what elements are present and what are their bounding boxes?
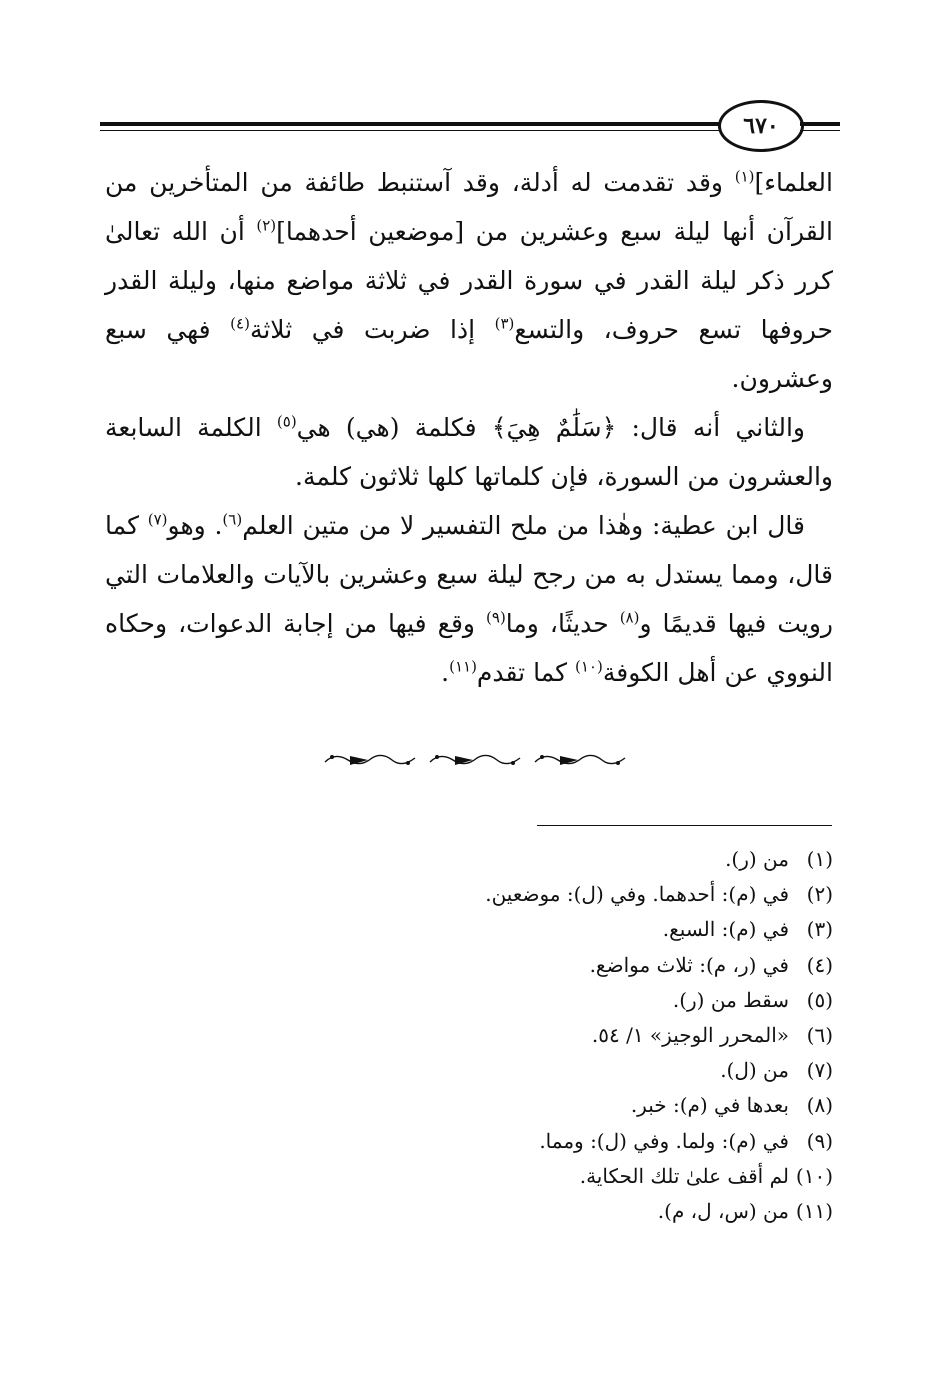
paragraph: قال ابن عطية: وهٰذا من ملح التفسير لا من متين العلم$^{(٦)}$. وهو$^{(٧)}$ كما قال، ومما يستدل به من رجح ليلة سبع وعشرين بالآيات والعلامات التي رويت فيها قديمًا و$^{(٨)}$ حديثًا، وما$^{(٩)}$ وقع فيها من إجابة الدعوات، وحكاه النووي عن أهل الكوفة$^{(١٠)}$ كما تقدم$^{(١١)}$. <box>105 510 833 687</box>
footnote <box>300 877 833 912</box>
paragraph: والثاني أنه قال: ﴿سَلَٰمٌ هِيَ﴾ فكلمة (هي) هي$^{(٥)}$ الكلمة السابعة والعشرون من السورة، فإن كلماتها كلها ثلاثون كلمة. <box>105 412 833 491</box>
footnote-number: (٩) <box>806 1128 833 1153</box>
footnote-text: لم أقف علىٰ تلك الحكاية. <box>579 1163 789 1188</box>
footnote <box>300 1194 833 1229</box>
footnote <box>300 1053 833 1088</box>
footnote-number: (٥) <box>806 987 833 1012</box>
header-rule-thin <box>100 130 720 131</box>
footnote-text: من (ر). <box>725 847 789 871</box>
footnote <box>300 912 833 947</box>
footnote <box>300 948 833 983</box>
header-rule-thin-right <box>800 130 840 131</box>
header-rule-thick <box>100 122 720 126</box>
footnote-number: (١) <box>806 847 833 871</box>
footnote <box>300 1159 833 1194</box>
page-number: ٦٧٠ <box>718 100 804 152</box>
footnote-text: في (م): ولما. وفي (ل): ومما. <box>539 1128 789 1153</box>
footnote-number: (٧) <box>806 1058 833 1083</box>
main-text <box>105 158 833 697</box>
footnote-number: (٦) <box>806 1023 833 1048</box>
footnote-separator <box>537 825 832 826</box>
footnote <box>300 842 833 877</box>
footnote-text: من (ل). <box>720 1058 789 1083</box>
footnote-text: في (ر، م): ثلاث مواضع. <box>589 952 789 977</box>
footnote-number: (٢) <box>806 882 833 907</box>
footnote-number: (١١) <box>795 1199 833 1224</box>
footnote <box>300 983 833 1018</box>
footnote-text: من (س، ل، م). <box>657 1199 789 1224</box>
paragraph: العلماء]$^{(١)}$ وقد تقدمت له أدلة، وقد آستنبط طائفة من المتأخرين من القرآن أنها ليلة سبع وعشرين من [موضعين أحدهما]$^{(٢)}$ أن الله تعالىٰ كرر ذكر ليلة القدر في سورة القدر في ثلاثة مواضع منها، وليلة القدر حروفها تسع حروف، والتسع$^{(٣)}$ إذا ضربت في ثلاثة$^{(٤)}$ فهي سبع وعشرون. <box>105 167 833 393</box>
footnote-number: (٤) <box>806 952 833 977</box>
page-header <box>100 100 840 160</box>
footnote-text: في (م): أحدهما. وفي (ل): موضعين. <box>485 882 789 907</box>
footnote-number: (٨) <box>806 1093 833 1118</box>
footnote-text: «المحرر الوجيز» ١/ ٥٤. <box>591 1023 789 1048</box>
header-rule-thick-right <box>800 122 840 126</box>
footnote <box>300 1018 833 1053</box>
footnote-text: في (م): السبع. <box>662 917 789 942</box>
footnote-number: (٣) <box>806 917 833 942</box>
footnote-text: بعدها في (م): خبر. <box>630 1093 789 1118</box>
footnote <box>300 1088 833 1123</box>
section-divider-ornament <box>320 748 630 772</box>
footnote <box>300 1124 833 1159</box>
footnote-number: (١٠) <box>795 1163 833 1188</box>
footnotes <box>300 842 833 1229</box>
footnote-text: سقط من (ر). <box>672 987 789 1012</box>
